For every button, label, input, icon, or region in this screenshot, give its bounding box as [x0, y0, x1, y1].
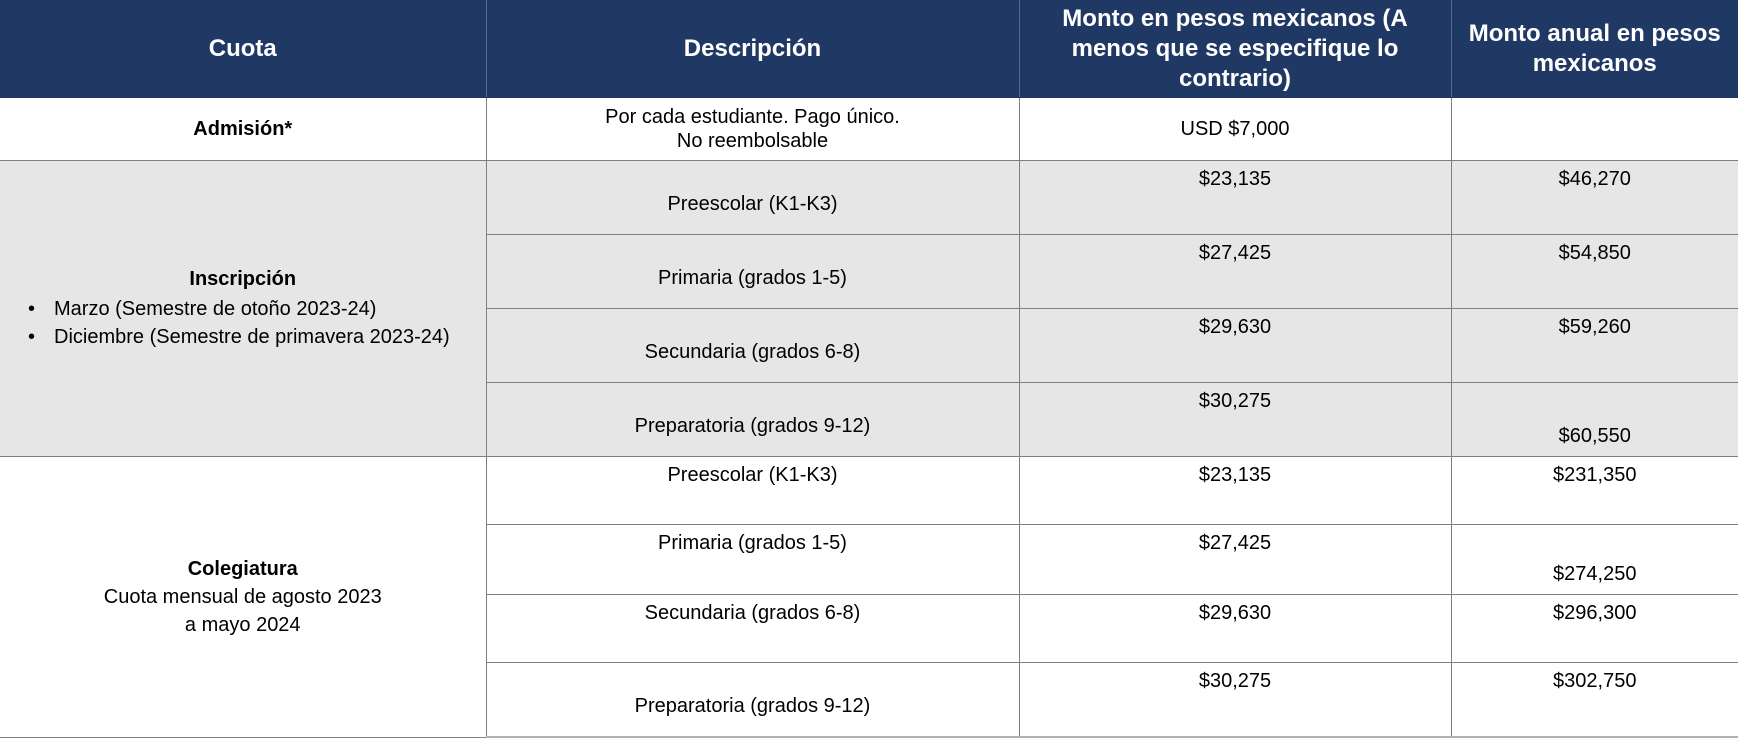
row-annual: $296,300: [1451, 595, 1738, 663]
admission-annual: [1451, 98, 1738, 161]
header-cuota: Cuota: [0, 1, 486, 98]
inscription-bullets: [6, 295, 480, 351]
row-annual: $274,250: [1451, 525, 1738, 595]
admission-description: [486, 98, 1019, 161]
table-row: [0, 457, 1738, 525]
header-descripcion: Descripción: [486, 1, 1019, 98]
tuition-label-cell: [0, 457, 486, 738]
row-amount: $27,425: [1019, 235, 1451, 309]
inscription-label: Inscripción: [189, 267, 297, 290]
row-description: Preparatoria (grados 9-12): [486, 383, 1019, 457]
table-row-admision: [0, 98, 1738, 161]
tuition-note-line2: a mayo 2024: [184, 613, 301, 636]
inscription-bullet: • Marzo (Semestre de otoño 2023-24): [28, 295, 480, 323]
row-annual: $231,350: [1451, 457, 1738, 525]
row-annual: $302,750: [1451, 663, 1738, 738]
row-amount: $23,135: [1019, 457, 1451, 525]
tuition-label: Colegiatura: [187, 557, 298, 580]
row-description: Primaria (grados 1-5): [486, 525, 1019, 595]
row-description: Primaria (grados 1-5): [486, 235, 1019, 309]
row-amount: $29,630: [1019, 309, 1451, 383]
row-description: Secundaria (grados 6-8): [486, 595, 1019, 663]
row-amount: $23,135: [1019, 161, 1451, 235]
inscription-label-cell: [0, 161, 486, 457]
table-row: [0, 161, 1738, 235]
row-description: Preparatoria (grados 9-12): [486, 663, 1019, 738]
row-description: Preescolar (K1-K3): [486, 457, 1019, 525]
tuition-note-line1: Cuota mensual de agosto 2023: [103, 585, 382, 608]
admission-desc-line2: No reembolsable: [676, 130, 829, 152]
row-amount: $30,275: [1019, 383, 1451, 457]
row-description: Preescolar (K1-K3): [486, 161, 1019, 235]
row-annual: $46,270: [1451, 161, 1738, 235]
row-annual: $59,260: [1451, 309, 1738, 383]
row-amount: $30,275: [1019, 663, 1451, 738]
admission-desc-line1: Por cada estudiante. Pago único.: [605, 106, 900, 128]
header-monto-anual: Monto anual en pesos mexicanos: [1451, 1, 1738, 98]
header-monto: Monto en pesos mexicanos (A menos que se especifique lo contrario): [1019, 1, 1451, 98]
row-amount: $29,630: [1019, 595, 1451, 663]
row-amount: $27,425: [1019, 525, 1451, 595]
row-description: Secundaria (grados 6-8): [486, 309, 1019, 383]
row-annual: $54,850: [1451, 235, 1738, 309]
header-row: [0, 1, 1738, 98]
inscription-bullet: • Diciembre (Semestre de primavera 2023-24): [28, 323, 480, 351]
row-annual: $60,550: [1451, 383, 1738, 457]
admission-amount: USD $7,000: [1019, 98, 1451, 161]
admission-label: Admisión*: [0, 98, 486, 161]
